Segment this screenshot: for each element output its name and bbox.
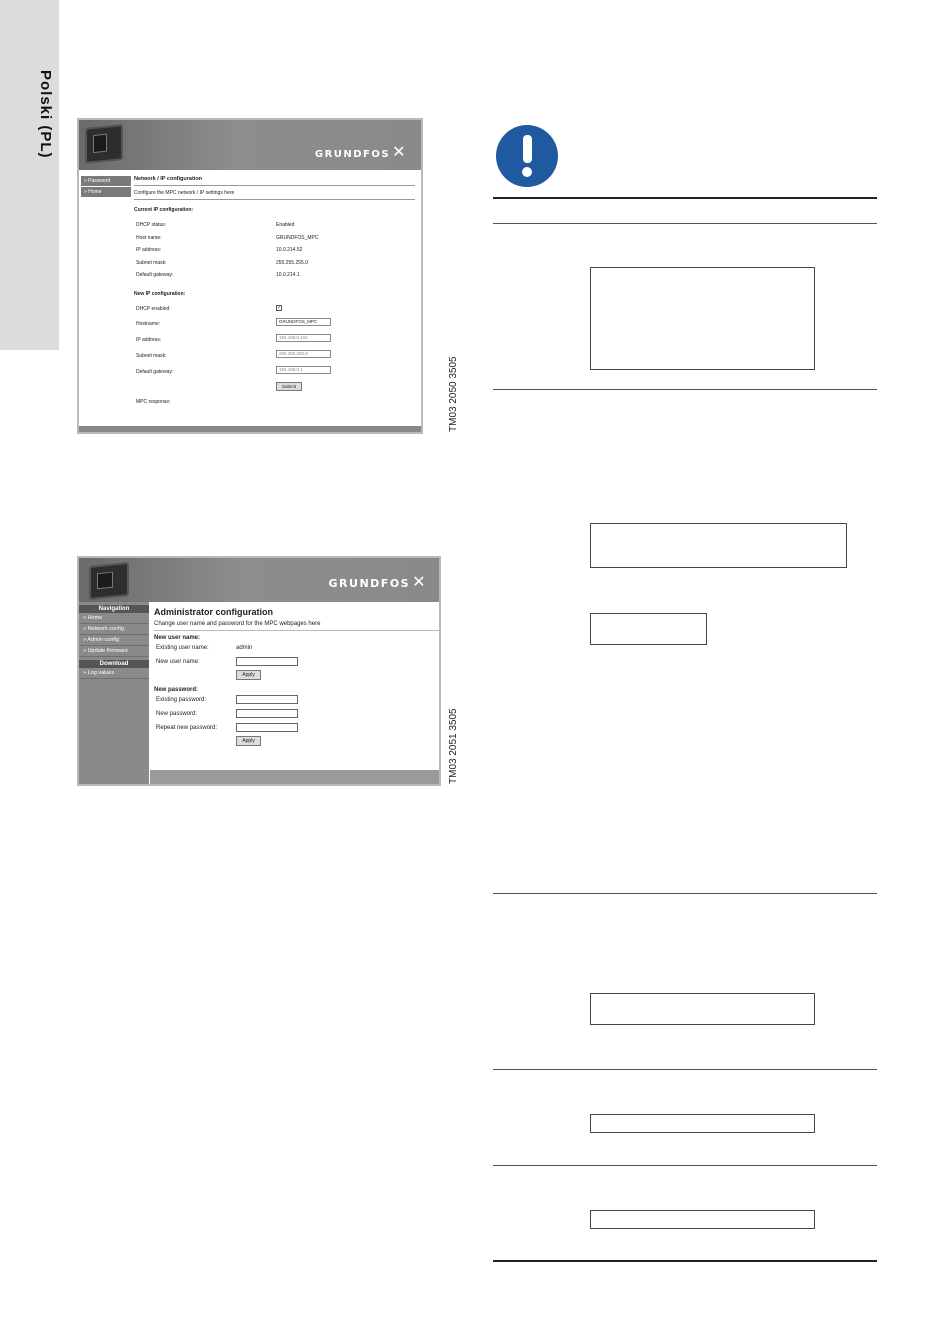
grundfos-logo: GRUNDFOS ✕ (314, 142, 407, 161)
hostname-input[interactable]: GRUNDFOS_MPC (276, 318, 331, 326)
navigation-heading: Navigation (79, 605, 149, 613)
main-content (134, 176, 415, 408)
header-banner (79, 120, 421, 170)
empty-box (590, 1114, 815, 1133)
default-gateway-input[interactable]: 192.168.0.1 (276, 366, 331, 374)
grundfos-logo: GRUNDFOS ✕ (328, 572, 427, 591)
footer-bar (150, 770, 439, 784)
submit-button[interactable]: Submit (276, 382, 302, 391)
download-heading: Download (79, 660, 149, 668)
current-config-heading: Current IP configuration: (134, 207, 194, 213)
nav-item-log-values[interactable]: » Log values (79, 668, 149, 679)
ip-field-row: IP address: 192.168.0.102 (134, 334, 415, 350)
empty-box (590, 613, 707, 645)
subnet-mask-row: Subnet mask: 255.255.255.0 (136, 259, 308, 266)
new-username-row: New user name: (154, 655, 439, 669)
figure-code-2: TM03 2051 3505 (448, 708, 459, 784)
existing-password-row: Existing password: (154, 693, 439, 707)
divider (493, 1165, 877, 1166)
ip-address-row: IP address: 10.0.214.52 (136, 247, 303, 253)
repeat-password-input[interactable] (236, 723, 298, 732)
repeat-password-row: Repeat new password: (154, 721, 439, 735)
controller-device-image (89, 562, 129, 600)
header-banner (79, 558, 439, 602)
language-label: Polski (PL) (37, 70, 54, 159)
apply-username-row (154, 669, 439, 683)
dhcp-enabled-row: DHCP enabled: ✓ (136, 304, 282, 312)
footer-bar (79, 426, 421, 432)
navigation-sidebar (79, 602, 149, 784)
new-username-heading: New user name: (154, 635, 201, 641)
divider (493, 197, 877, 199)
subnet-mask-input[interactable]: 255.255.255.0 (276, 350, 331, 358)
divider (493, 389, 877, 390)
divider (493, 893, 877, 894)
nav-item-admin-config[interactable]: » Admin config (79, 635, 149, 646)
warning-icon (496, 125, 558, 187)
existing-username-value: admin (236, 645, 253, 651)
nav-item-home[interactable]: » Home (79, 613, 149, 624)
empty-box (590, 993, 815, 1025)
submit-row (134, 382, 415, 396)
admin-config-screenshot (77, 556, 441, 786)
sidebar-item-home[interactable]: » Home (81, 187, 131, 197)
new-password-row: New password: (154, 707, 439, 721)
controller-device-image (85, 124, 123, 164)
page-title: Administrator configuration (154, 607, 273, 617)
page-title: Network / IP configuration (134, 176, 415, 186)
existing-username-row: Existing user name: admin (156, 645, 253, 651)
empty-box (590, 523, 847, 568)
mpc-response-row: MPC response: (136, 398, 171, 405)
host-name-row: Host name: GRUNDFOS_MPC (136, 234, 319, 241)
divider (493, 223, 877, 224)
new-username-input[interactable] (236, 657, 298, 666)
new-password-input[interactable] (236, 709, 298, 718)
subnet-field-row: Subnet mask: 255.255.255.0 (134, 350, 415, 366)
hostname-field-row: Hostname: GRUNDFOS_MPC (134, 318, 415, 334)
nav-item-update-firmware[interactable]: » Update firmware (79, 646, 149, 657)
apply-password-button[interactable]: Apply (236, 736, 261, 746)
divider (493, 1260, 877, 1262)
network-config-screenshot (77, 118, 423, 434)
main-content (150, 602, 439, 770)
figure-code-1: TM03 2050 3505 (448, 356, 459, 432)
new-config-heading: New IP configuration: (134, 290, 186, 297)
dhcp-status-row: DHCP status: Enabled (136, 222, 295, 228)
language-tab (0, 0, 59, 350)
ip-address-input[interactable]: 192.168.0.102 (276, 334, 331, 342)
apply-username-button[interactable]: Apply (236, 670, 261, 680)
empty-box (590, 1210, 815, 1229)
default-gateway-row: Default gateway: 10.0.214.1 (136, 272, 300, 278)
apply-password-row (154, 735, 439, 749)
empty-box (590, 267, 815, 370)
dhcp-enabled-checkbox[interactable]: ✓ (277, 304, 282, 311)
divider (493, 1069, 877, 1070)
nav-item-network-config[interactable]: » Network config (79, 624, 149, 635)
sidebar (81, 176, 131, 198)
gateway-field-row: Default gateway: 192.168.0.1 (134, 366, 415, 382)
page-subtitle: Configure the MPC network / IP settings here (134, 190, 415, 200)
existing-password-input[interactable] (236, 695, 298, 704)
page-description: Change user name and password for the MPC webpages here (154, 621, 439, 631)
new-password-heading: New password: (154, 687, 199, 693)
sidebar-item-password[interactable]: » Password (81, 176, 131, 186)
